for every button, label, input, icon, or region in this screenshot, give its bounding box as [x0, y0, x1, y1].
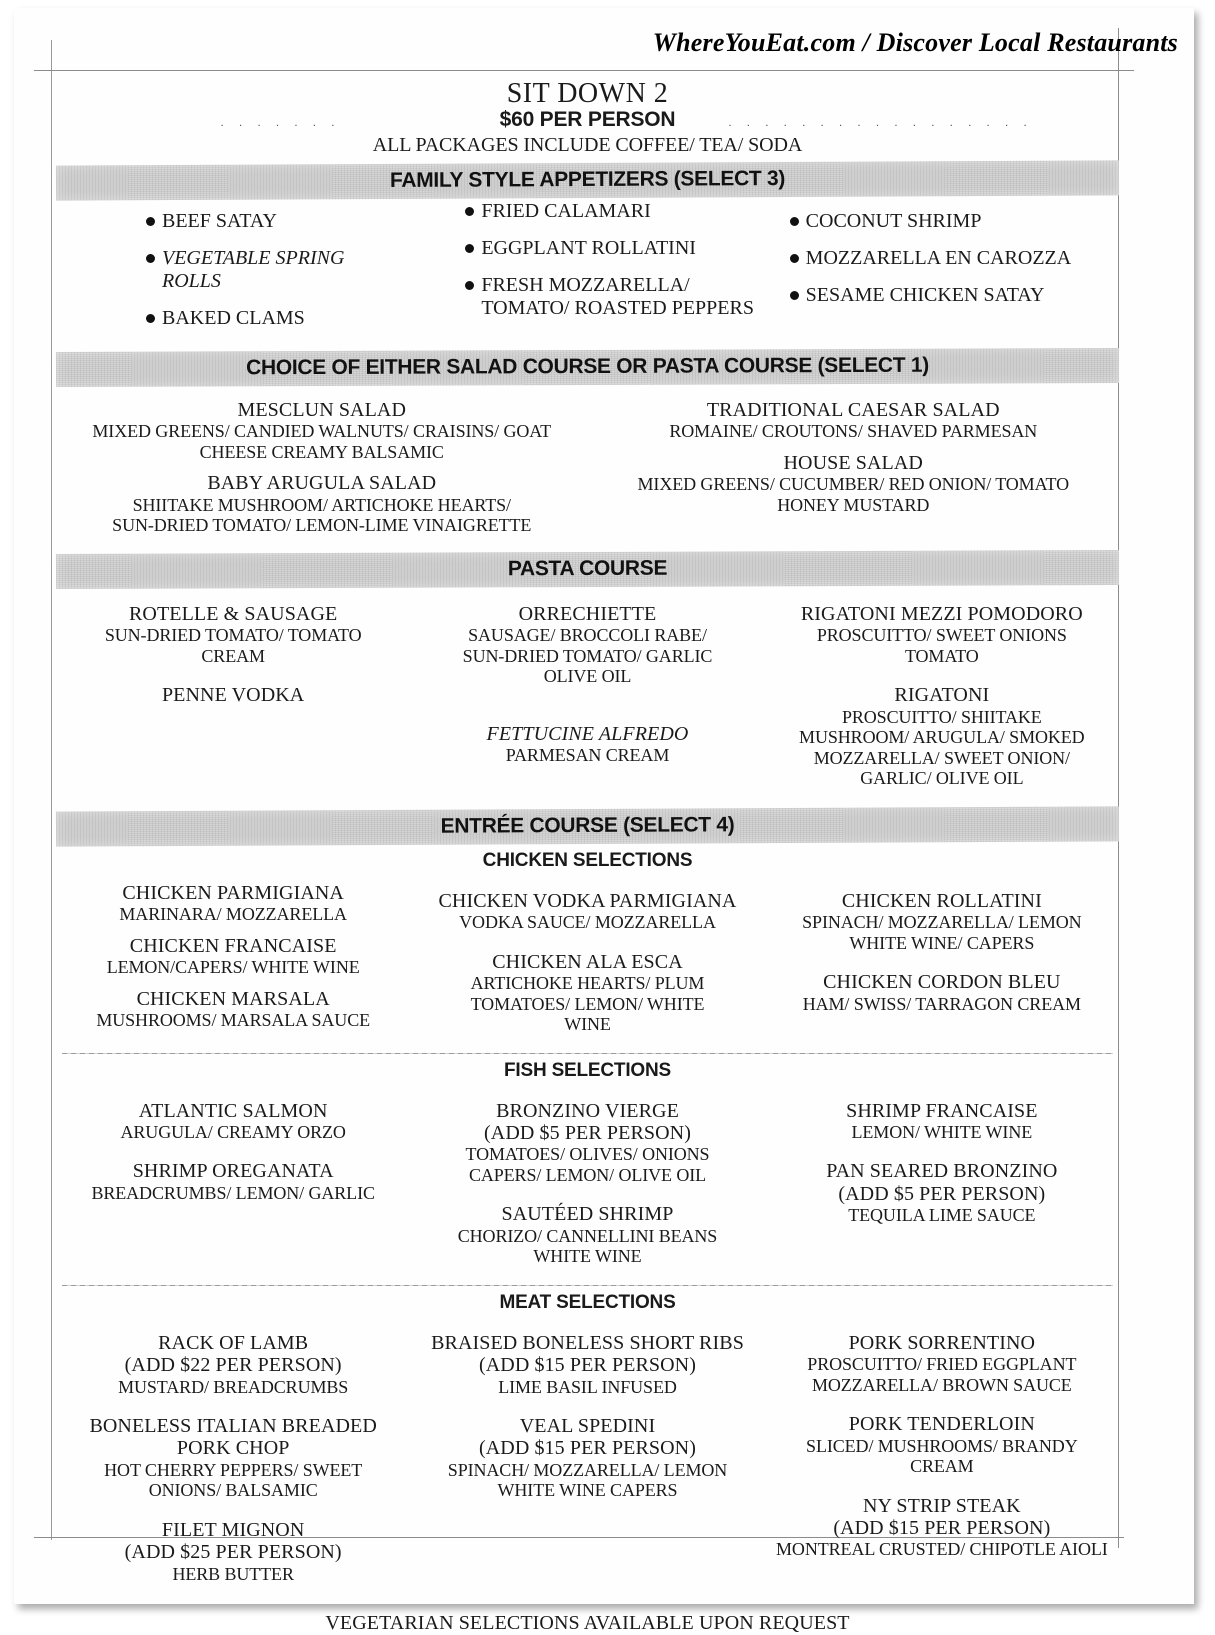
fish-column-1	[56, 1100, 410, 1277]
dot-leader-left: . . . . . . .	[221, 119, 341, 128]
item-name: SHRIMP FRANCAISE	[846, 1099, 1038, 1122]
item-name: SHRIMP OREGANATA	[132, 1160, 334, 1183]
item-description: PROSCUITTO/ SWEET ONIONS TOMATO	[816, 625, 1067, 666]
list-item	[465, 274, 760, 320]
list-item	[790, 284, 1115, 307]
bullet-icon	[465, 244, 474, 253]
item-name: MESCLUN SALAD	[237, 399, 407, 421]
item-description: LEMON/ WHITE WINE	[851, 1121, 1033, 1142]
pasta-column-3	[765, 603, 1119, 799]
meat-column-2	[410, 1332, 764, 1594]
item-name: CHICKEN FRANCAISE	[129, 934, 337, 957]
bullet-icon	[465, 207, 474, 216]
item-name: SAUTÉED SHRIMP	[501, 1203, 674, 1226]
appetizer-label: COCONUT SHRIMP	[805, 210, 982, 232]
menu-item	[414, 723, 760, 766]
appetizer-label: MOZZARELLA EN CAROZZA	[805, 247, 1072, 269]
item-description: ARUGULA/ CREAMY ORZO	[120, 1121, 346, 1142]
item-name: TRADITIONAL CAESAR SALAD	[706, 399, 1000, 421]
chicken-column-2	[410, 882, 764, 1045]
menu-item	[769, 684, 1115, 788]
menu-price	[56, 108, 1119, 132]
menu-item	[769, 1100, 1115, 1143]
bullet-icon	[146, 314, 155, 323]
section-divider-fish	[62, 1053, 1113, 1054]
menu-item	[414, 1203, 760, 1266]
item-description: ROMAINE/ CROUTONS/ SHAVED PARMESAN	[669, 421, 1038, 442]
item-name: ATLANTIC SALMON	[138, 1099, 328, 1122]
item-description: MIXED GREENS/ CANDIED WALNUTS/ CRAISINS/ GOAT CHEESE CREAMY BALSAMIC	[92, 421, 552, 462]
menu-item	[592, 399, 1116, 442]
menu-item	[60, 399, 584, 462]
bullet-icon	[465, 281, 474, 290]
meat-column-1	[56, 1332, 410, 1594]
appetizer-label: VEGETABLE SPRING ROLLS	[162, 247, 345, 292]
menu-item	[769, 1495, 1115, 1560]
dot-leader-right: . . . . . . . . . . . . . . . . .	[728, 119, 1034, 128]
menu-item	[592, 452, 1116, 515]
item-description: SPINACH/ MOZZARELLA/ LEMON WHITE WINE CAPERS	[447, 1459, 728, 1501]
item-description: MUSTARD/ BREADCRUMBS	[118, 1376, 349, 1397]
section-heading-entree: ENTRÉE COURSE (SELECT 4)	[56, 806, 1119, 846]
scanned-menu-page	[14, 8, 1194, 1635]
item-name: VEAL SPEDINI (ADD $15 PER PERSON)	[478, 1415, 696, 1460]
subsection-heading-chicken: CHICKEN SELECTIONS	[482, 849, 693, 871]
site-brand-watermark: WhereYouEat.com / Discover Local Restaurants	[652, 28, 1178, 57]
item-description: SAUSAGE/ BROCCOLI RABE/ SUN-DRIED TOMATO/ GARLIC OLIVE OIL	[462, 625, 713, 687]
menu-item	[769, 890, 1115, 953]
fish-column-2	[410, 1100, 764, 1277]
menu-item	[414, 603, 760, 687]
vegetarian-note: VEGETARIAN SELECTIONS AVAILABLE UPON REQUEST	[325, 1612, 850, 1635]
menu-item	[60, 1100, 406, 1143]
item-name: CHICKEN CORDON BLEU	[823, 971, 1061, 994]
item-description: HERB BUTTER	[172, 1563, 294, 1584]
item-name: CHICKEN ROLLATINI	[841, 889, 1042, 912]
menu-item	[60, 684, 406, 706]
item-description: MARINARA/ MOZZARELLA	[119, 904, 347, 925]
fish-column-3	[765, 1100, 1119, 1277]
appetizer-label: SESAME CHICKEN SATAY	[805, 284, 1045, 306]
item-description: LIME BASIL INFUSED	[498, 1376, 677, 1397]
bullet-icon	[146, 217, 155, 226]
item-description: HAM/ SWISS/ TARRAGON CREAM	[802, 993, 1081, 1014]
subsection-heading-fish: FISH SELECTIONS	[504, 1059, 671, 1081]
pasta-column-1	[56, 603, 410, 799]
item-name: PORK TENDERLOIN	[848, 1413, 1035, 1436]
appetizers-column-3	[765, 198, 1119, 344]
item-description: TEQUILA LIME SAUCE	[848, 1205, 1036, 1226]
menu-includes-note: ALL PACKAGES INCLUDE COFFEE/ TEA/ SODA	[372, 134, 803, 156]
item-name: PENNE VODKA	[161, 684, 305, 707]
item-name: FILET MIGNON (ADD $25 PER PERSON)	[124, 1518, 342, 1564]
item-name: PORK SORRENTINO	[848, 1331, 1036, 1354]
appetizer-label: FRESH MOZZARELLA/ TOMATO/ ROASTED PEPPERS	[481, 274, 754, 319]
menu-item	[769, 603, 1115, 666]
menu-item	[60, 1332, 406, 1397]
menu-item	[60, 882, 406, 925]
item-name: ROTELLE & SAUSAGE	[128, 602, 338, 625]
item-description: MONTREAL CRUSTED/ CHIPOTLE AIOLI	[776, 1539, 1108, 1560]
menu-item	[769, 1413, 1115, 1476]
menu-item	[414, 1332, 760, 1397]
item-name: CHICKEN VODKA PARMIGIANA	[438, 889, 737, 912]
menu-item	[60, 472, 584, 535]
appetizer-label: BAKED CLAMS	[162, 307, 305, 329]
crop-mark-left	[51, 40, 52, 1540]
menu-item	[414, 1100, 760, 1186]
item-description: SPINACH/ MOZZARELLA/ LEMON WHITE WINE/ CAPERS	[802, 912, 1082, 953]
item-description: LEMON/CAPERS/ WHITE WINE	[106, 957, 360, 978]
item-name: PAN SEARED BRONZINO (ADD $5 PER PERSON)	[826, 1160, 1058, 1205]
appetizers-column-2	[410, 188, 764, 344]
chicken-columns	[56, 882, 1119, 1045]
menu-item	[60, 988, 406, 1031]
list-item	[790, 247, 1115, 270]
appetizers-column-1	[56, 198, 410, 344]
menu-item	[60, 603, 406, 666]
list-item	[465, 200, 760, 223]
list-item	[465, 237, 760, 260]
appetizer-label: BEEF SATAY	[162, 210, 277, 232]
item-description: SHIITAKE MUSHROOM/ ARTICHOKE HEARTS/ SUN-DRIED TOMATO/ LEMON-LIME VINAIGRETTE	[112, 494, 532, 536]
menu-price-value: $60 PER PERSON	[499, 108, 676, 131]
bullet-icon	[790, 217, 799, 226]
item-description: MIXED GREENS/ CUCUMBER/ RED ONION/ TOMATO HONEY MUSTARD	[637, 474, 1069, 515]
pasta-columns	[56, 603, 1119, 799]
menu-content	[56, 70, 1119, 1635]
menu-item	[60, 935, 406, 978]
item-name: CHICKEN PARMIGIANA	[122, 881, 344, 904]
item-name: CHICKEN MARSALA	[136, 987, 330, 1010]
bullet-icon	[146, 254, 155, 263]
section-divider-meat	[62, 1285, 1113, 1286]
salad-column-2	[588, 399, 1120, 546]
item-description: MUSHROOMS/ MARSALA SAUCE	[96, 1009, 370, 1030]
item-description: VODKA SAUCE/ MOZZARELLA	[459, 912, 716, 933]
menu-item	[60, 1519, 406, 1584]
item-name: RIGATONI	[894, 684, 990, 707]
subsection-heading-meat: MEAT SELECTIONS	[499, 1291, 676, 1313]
item-description: TOMATOES/ OLIVES/ ONIONS CAPERS/ LEMON/ OLIVE OIL	[465, 1144, 710, 1185]
item-name: BABY ARUGULA SALAD	[207, 472, 437, 495]
menu-item	[60, 1415, 406, 1501]
bullet-icon	[790, 254, 799, 263]
list-item	[790, 210, 1115, 233]
meat-column-3	[765, 1332, 1119, 1594]
salad-columns	[56, 399, 1119, 546]
item-name: HOUSE SALAD	[783, 451, 923, 474]
menu-item	[414, 1415, 760, 1501]
item-name: CHICKEN ALA ESCA	[492, 950, 683, 973]
list-item	[146, 210, 406, 233]
item-name: FETTUCINE ALFREDO	[486, 722, 689, 745]
menu-item	[60, 1160, 406, 1203]
item-description: HOT CHERRY PEPPERS/ SWEET ONIONS/ BALSAMIC	[104, 1459, 363, 1501]
pasta-column-2	[410, 603, 764, 799]
menu-item	[769, 971, 1115, 1014]
list-item	[146, 307, 406, 330]
item-description: PROSCUITTO/ FRIED EGGPLANT MOZZARELLA/ BROWN SAUCE	[807, 1354, 1077, 1395]
item-description: PROSCUITTO/ SHIITAKE MUSHROOM/ ARUGULA/ SMOKED MOZZARELLA/ SWEET ONION/ GARLIC/ OLIVE OIL	[799, 706, 1085, 789]
item-description: SLICED/ MUSHROOMS/ BRANDY CREAM	[806, 1435, 1078, 1477]
bullet-icon	[790, 291, 799, 300]
menu-item	[414, 951, 760, 1035]
list-item	[146, 247, 406, 293]
item-description: CHORIZO/ CANNELLINI BEANS WHITE WINE	[457, 1225, 718, 1267]
item-name: NY STRIP STEAK (ADD $15 PER PERSON)	[833, 1494, 1051, 1540]
menu-item	[414, 890, 760, 933]
appetizer-label: FRIED CALAMARI	[481, 200, 651, 222]
item-name: ORRECHIETTE	[518, 602, 657, 625]
menu-item	[769, 1332, 1115, 1395]
item-name: BONELESS ITALIAN BREADED PORK CHOP	[89, 1415, 377, 1460]
menu-item	[769, 1160, 1115, 1225]
item-description: SUN-DRIED TOMATO/ TOMATO CREAM	[104, 625, 362, 666]
section-heading-pasta: PASTA COURSE	[56, 550, 1119, 589]
item-name: RIGATONI MEZZI POMODORO	[800, 602, 1083, 625]
item-name: BRONZINO VIERGE (ADD $5 PER PERSON)	[484, 1099, 691, 1144]
section-heading-salad-or-pasta: CHOICE OF EITHER SALAD COURSE OR PASTA COURSE (SELECT 1)	[56, 348, 1119, 387]
menu-title: SIT DOWN 2	[506, 78, 669, 109]
salad-column-1	[56, 399, 588, 546]
chicken-column-1	[56, 882, 410, 1045]
item-name: BRAISED BONELESS SHORT RIBS (ADD $15 PER PERSON)	[431, 1331, 744, 1377]
appetizer-label: EGGPLANT ROLLATINI	[481, 237, 696, 259]
item-description: BREADCRUMBS/ LEMON/ GARLIC	[91, 1182, 375, 1203]
item-description: ARTICHOKE HEARTS/ PLUM TOMATOES/ LEMON/ WHITE WINE	[470, 973, 705, 1035]
section-heading-appetizers: FAMILY STYLE APPETIZERS (SELECT 3)	[56, 160, 1119, 200]
item-description: PARMESAN CREAM	[505, 745, 670, 766]
chicken-column-3	[765, 882, 1119, 1045]
appetizers-columns	[56, 198, 1119, 344]
meat-columns	[56, 1332, 1119, 1594]
fish-columns	[56, 1100, 1119, 1277]
item-name: RACK OF LAMB (ADD $22 PER PERSON)	[124, 1331, 342, 1377]
